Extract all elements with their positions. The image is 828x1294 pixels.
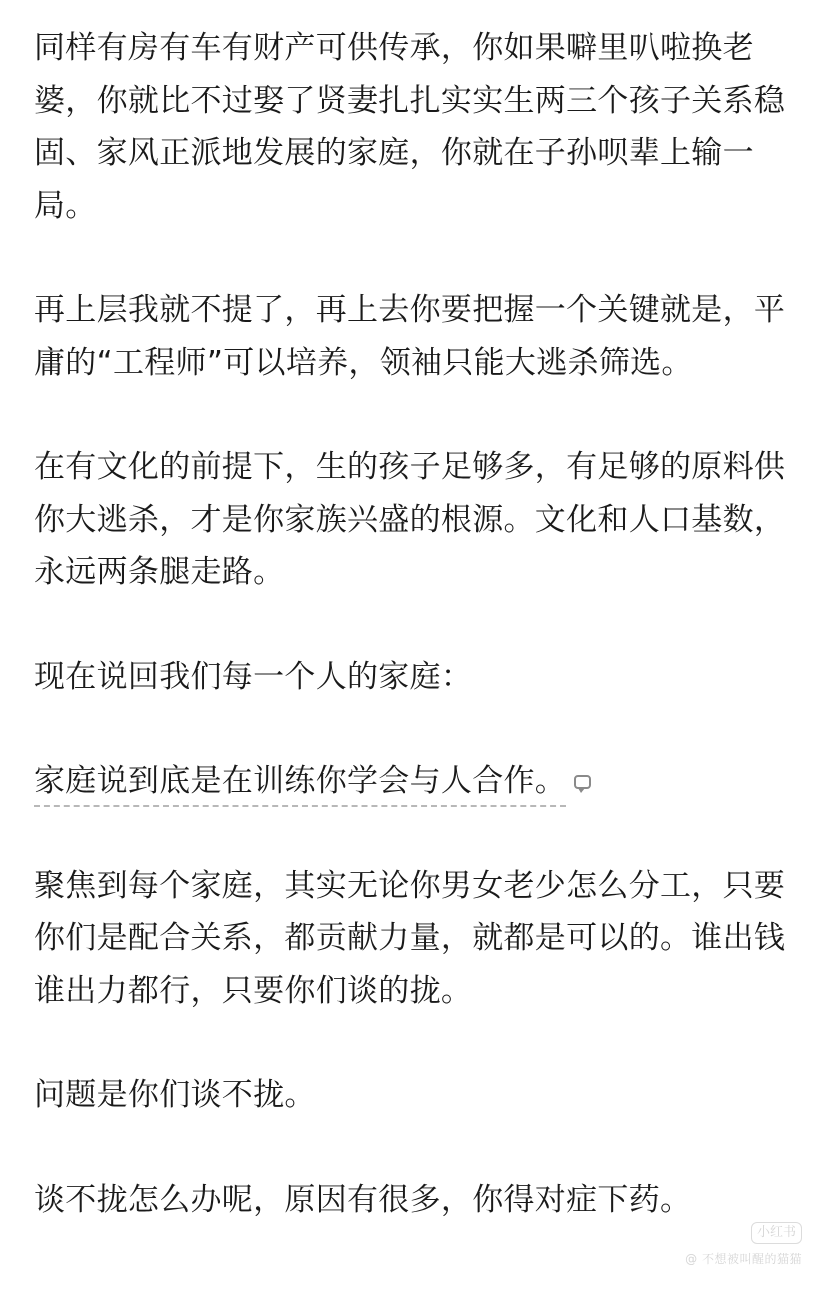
- paragraph-3: 在有文化的前提下，生的孩子足够多，有足够的原料供你大逃杀，才是你家族兴盛的根源。文化和人口基数，永远两条腿走路。: [34, 449, 786, 590]
- article-body: [34, 22, 794, 1226]
- paragraph-6: 聚焦到每个家庭，其实无论你男女老少怎么分工，只要你们是配合关系，都贡献力量，就都是可以的。谁出钱谁出力都行，只要你们谈的拢。: [34, 867, 786, 1009]
- highlight-annotation[interactable]: [34, 755, 591, 808]
- watermark: [685, 1221, 802, 1266]
- paragraph-1: 同样有房有车有财产可供传承，你如果噼里叭啦换老婆，你就比不过娶了贤妻扎扎实实生两三个孩子关系稳固、家风正派地发展的家庭，你就在子孙呗辈上输一局。: [34, 30, 786, 224]
- highlighted-paragraph[interactable]: [34, 755, 794, 808]
- watermark-brand: 小红书: [751, 1222, 802, 1244]
- highlighted-text[interactable]: 家庭说到底是在训练你学会与人合作。: [34, 763, 566, 807]
- paragraph-7: 问题是你们谈不拢。: [34, 1077, 316, 1113]
- paragraph-4: 现在说回我们每一个人的家庭：: [34, 658, 473, 695]
- paragraph-2: 再上层我就不提了，再上去你要把握一个关键就是，平庸的“工程师”可以培养，领袖只能大逃杀筛选。: [34, 292, 786, 381]
- comment-bubble-icon[interactable]: [574, 775, 591, 789]
- watermark-handle: @ 不想被叫醒的猫猫: [685, 1251, 802, 1266]
- paragraph-8: 谈不拢怎么办呢，原因有很多，你得对症下药。: [34, 1181, 692, 1218]
